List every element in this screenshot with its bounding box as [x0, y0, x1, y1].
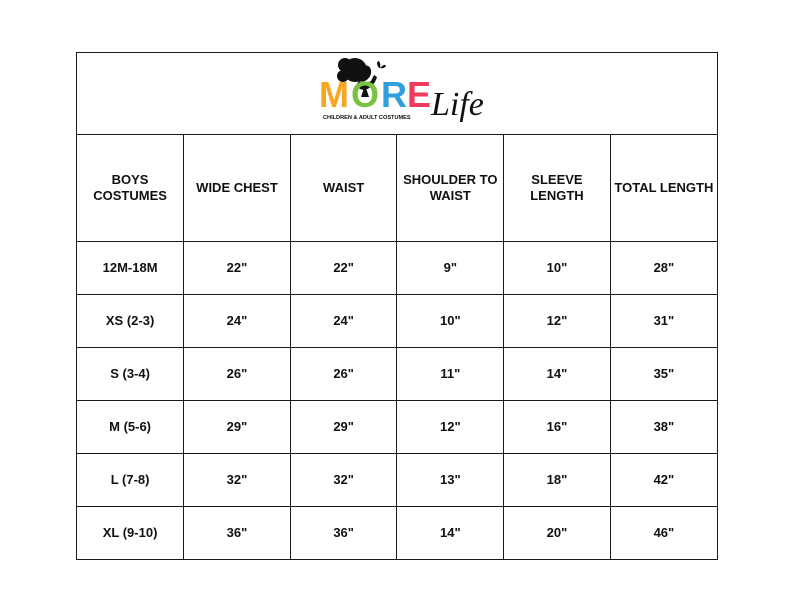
- measure-cell: 20": [504, 506, 611, 559]
- measure-cell: 29": [184, 400, 291, 453]
- table-row: [77, 506, 717, 559]
- size-chart: [76, 52, 718, 560]
- measure-cell: 35": [610, 347, 717, 400]
- header-cell: TOTAL LENGTH: [610, 135, 717, 241]
- logo-letter-e: E: [407, 74, 432, 115]
- logo-letter-m: M: [319, 74, 349, 115]
- size-cell: M (5-6): [77, 400, 184, 453]
- measure-cell: 10": [504, 241, 611, 294]
- measure-cell: 42": [610, 453, 717, 506]
- measure-cell: 14": [504, 347, 611, 400]
- logo-letter-r: R: [381, 74, 407, 115]
- table-header-row: [77, 135, 717, 241]
- measure-cell: 13": [397, 453, 504, 506]
- measure-cell: 16": [504, 400, 611, 453]
- measure-cell: 9": [397, 241, 504, 294]
- measure-cell: 22": [184, 241, 291, 294]
- measure-cell: 29": [290, 400, 397, 453]
- size-cell: 12M-18M: [77, 241, 184, 294]
- brand-banner: [77, 53, 717, 135]
- butterfly-icon: [377, 61, 386, 68]
- measure-cell: 24": [290, 294, 397, 347]
- size-cell: XS (2-3): [77, 294, 184, 347]
- measure-cell: 12": [397, 400, 504, 453]
- more-life-logo: [309, 55, 485, 133]
- measure-cell: 22": [290, 241, 397, 294]
- measure-cell: 26": [184, 347, 291, 400]
- logo-tagline: CHILDREN & ADULT COSTUMES: [323, 115, 411, 121]
- header-cell: BOYS COSTUMES: [77, 135, 184, 241]
- measure-cell: 32": [290, 453, 397, 506]
- measure-cell: 36": [290, 506, 397, 559]
- header-cell: WAIST: [290, 135, 397, 241]
- measure-cell: 31": [610, 294, 717, 347]
- table-row: [77, 400, 717, 453]
- measure-cell: 14": [397, 506, 504, 559]
- header-cell: SHOULDER TO WAIST: [397, 135, 504, 241]
- header-cell: WIDE CHEST: [184, 135, 291, 241]
- measure-cell: 38": [610, 400, 717, 453]
- measure-cell: 32": [184, 453, 291, 506]
- measure-cell: 11": [397, 347, 504, 400]
- size-table: [77, 135, 717, 559]
- table-row: [77, 347, 717, 400]
- table-row: [77, 294, 717, 347]
- size-cell: S (3-4): [77, 347, 184, 400]
- measure-cell: 46": [610, 506, 717, 559]
- table-row: [77, 241, 717, 294]
- measure-cell: 36": [184, 506, 291, 559]
- size-cell: XL (9-10): [77, 506, 184, 559]
- logo-letter-o: O: [351, 74, 380, 115]
- measure-cell: 24": [184, 294, 291, 347]
- measure-cell: 26": [290, 347, 397, 400]
- measure-cell: 28": [610, 241, 717, 294]
- measure-cell: 10": [397, 294, 504, 347]
- size-cell: L (7-8): [77, 453, 184, 506]
- header-cell: SLEEVE LENGTH: [504, 135, 611, 241]
- table-row: [77, 453, 717, 506]
- measure-cell: 12": [504, 294, 611, 347]
- logo-script-word: Life: [431, 86, 484, 123]
- measure-cell: 18": [504, 453, 611, 506]
